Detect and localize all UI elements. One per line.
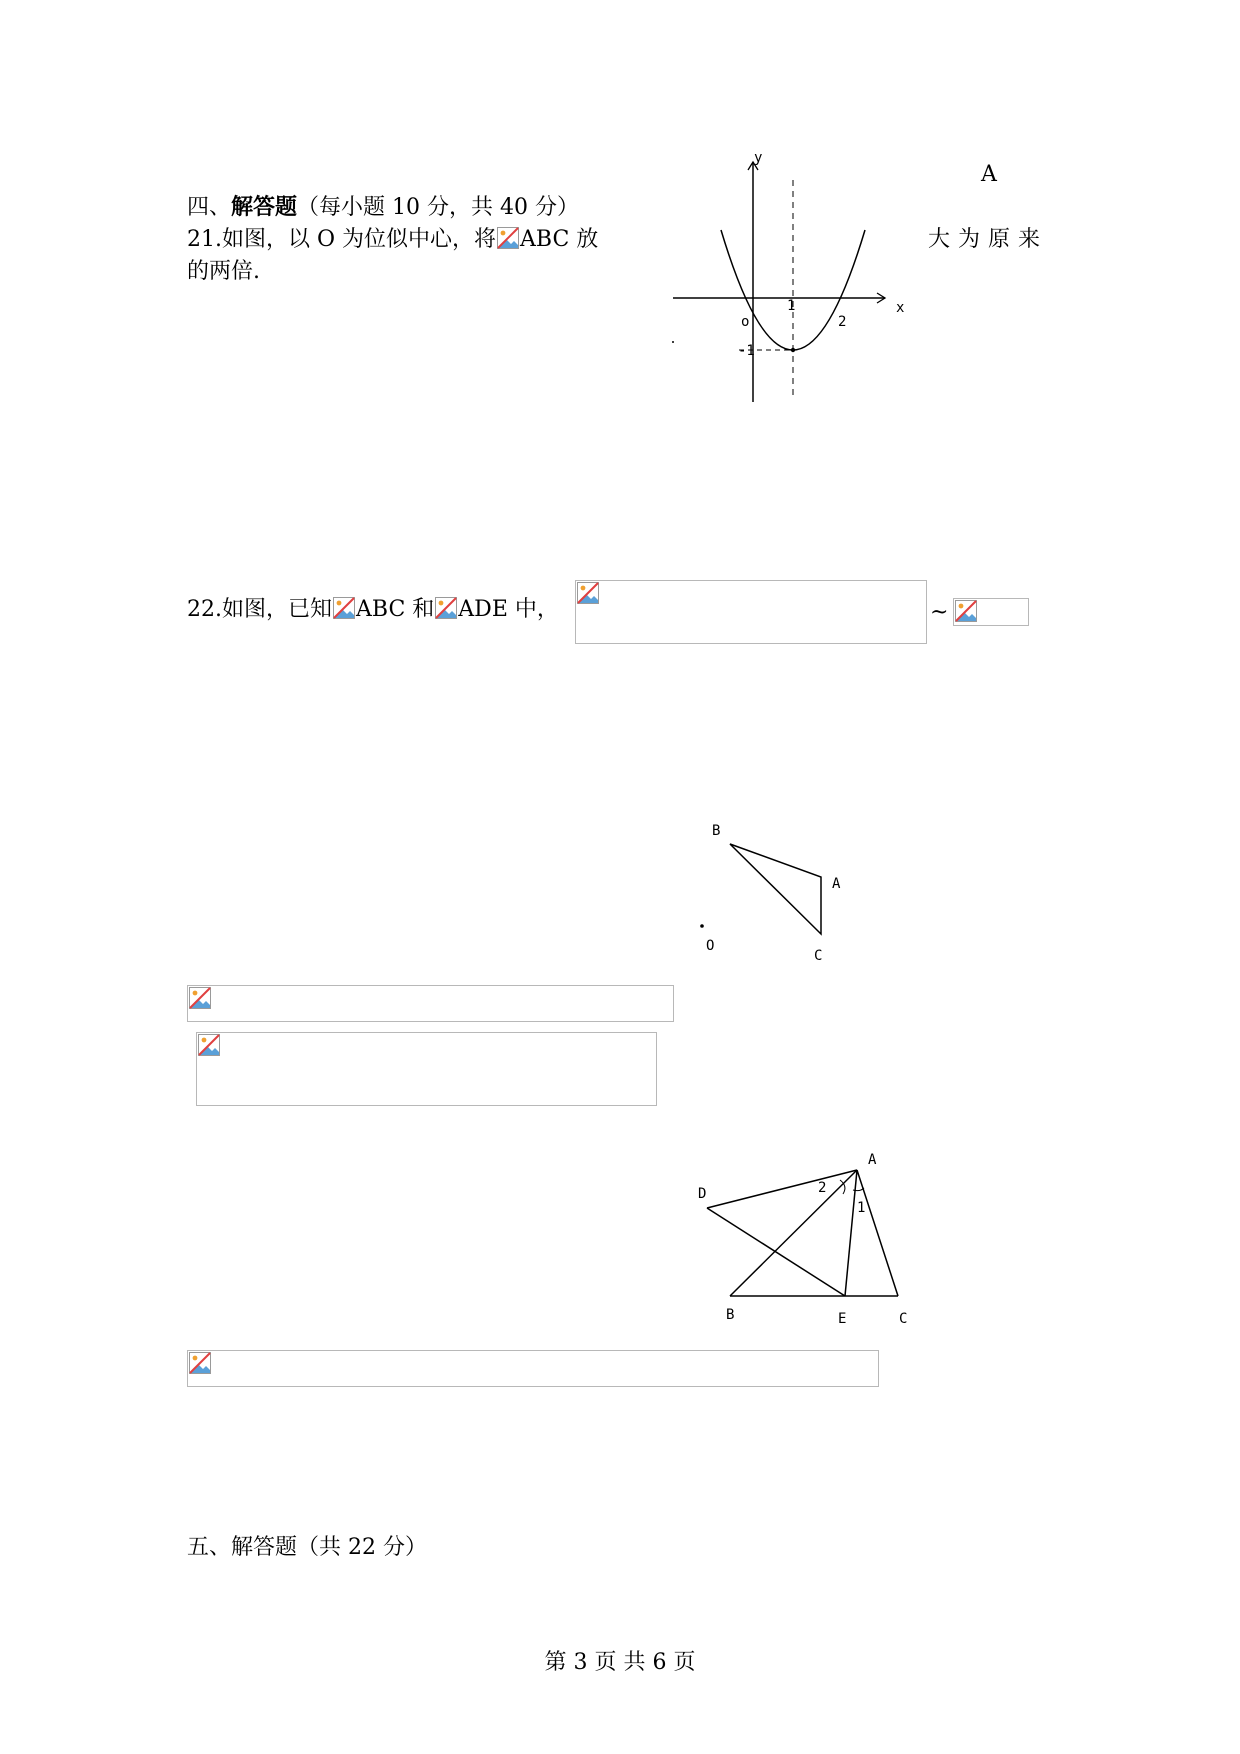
triangle-ade-figure — [690, 1150, 920, 1320]
segment-ab — [730, 1170, 857, 1296]
broken-image-icon — [198, 1034, 220, 1056]
parabola-figure — [665, 150, 925, 410]
q21-corner-label: A — [981, 162, 997, 187]
point-o — [700, 924, 704, 928]
broken-image-icon — [955, 600, 977, 622]
broken-image-frame — [196, 1032, 657, 1106]
label-b: B — [726, 1307, 735, 1323]
q21-line1: 21.如图，以 O 为位似中心，将 ABC 放 — [187, 227, 599, 252]
broken-image-frame — [953, 598, 1029, 626]
label-c: C — [899, 1311, 908, 1327]
q21-line2: 的两倍. — [187, 259, 260, 284]
broken-image-frame — [187, 1350, 879, 1387]
label-d: D — [698, 1186, 707, 1202]
label-o: O — [706, 938, 715, 954]
angle-1-label: 1 — [857, 1200, 866, 1216]
broken-image-icon — [333, 597, 355, 619]
similarity-tilde: ~ — [930, 600, 949, 625]
tick-neg1-label: -1 — [738, 343, 755, 359]
origin-label: o — [741, 314, 750, 330]
broken-image-icon — [435, 597, 457, 619]
triangle-abc — [730, 844, 821, 934]
segment-ae — [845, 1170, 857, 1296]
broken-image-icon — [189, 987, 211, 1009]
broken-image-frame — [187, 985, 674, 1022]
y-axis-label: y — [754, 150, 763, 166]
tick-1-label: 1 — [787, 298, 796, 314]
label-a: A — [832, 876, 841, 892]
section5-heading: 五、解答题（共 22 分） — [187, 1535, 427, 1560]
label-c: C — [814, 948, 823, 964]
vertex-point — [791, 348, 795, 352]
q21-line1-tail: 大为原来 — [928, 227, 1049, 252]
segment-de — [707, 1208, 845, 1296]
segment-ad — [707, 1170, 857, 1208]
stray-dot — [672, 341, 674, 343]
broken-image-icon — [497, 227, 519, 249]
broken-image-frame — [575, 580, 927, 644]
triangle-abc-figure — [690, 830, 870, 990]
section4-heading: 四、解答题（每小题 10 分，共 40 分） — [187, 194, 579, 220]
label-b: B — [712, 823, 721, 839]
label-a: A — [868, 1152, 877, 1168]
broken-image-icon — [577, 582, 599, 604]
tick-2-label: 2 — [838, 314, 847, 330]
broken-image-icon — [189, 1352, 211, 1374]
page-footer: 第 3 页 共 6 页 — [544, 1650, 696, 1675]
label-e: E — [838, 1311, 847, 1327]
angle-2-label: 2 — [818, 1180, 827, 1196]
x-axis-label: x — [896, 300, 905, 316]
q22-line1: 22.如图，已知 ABC 和 ADE 中， — [187, 597, 559, 622]
